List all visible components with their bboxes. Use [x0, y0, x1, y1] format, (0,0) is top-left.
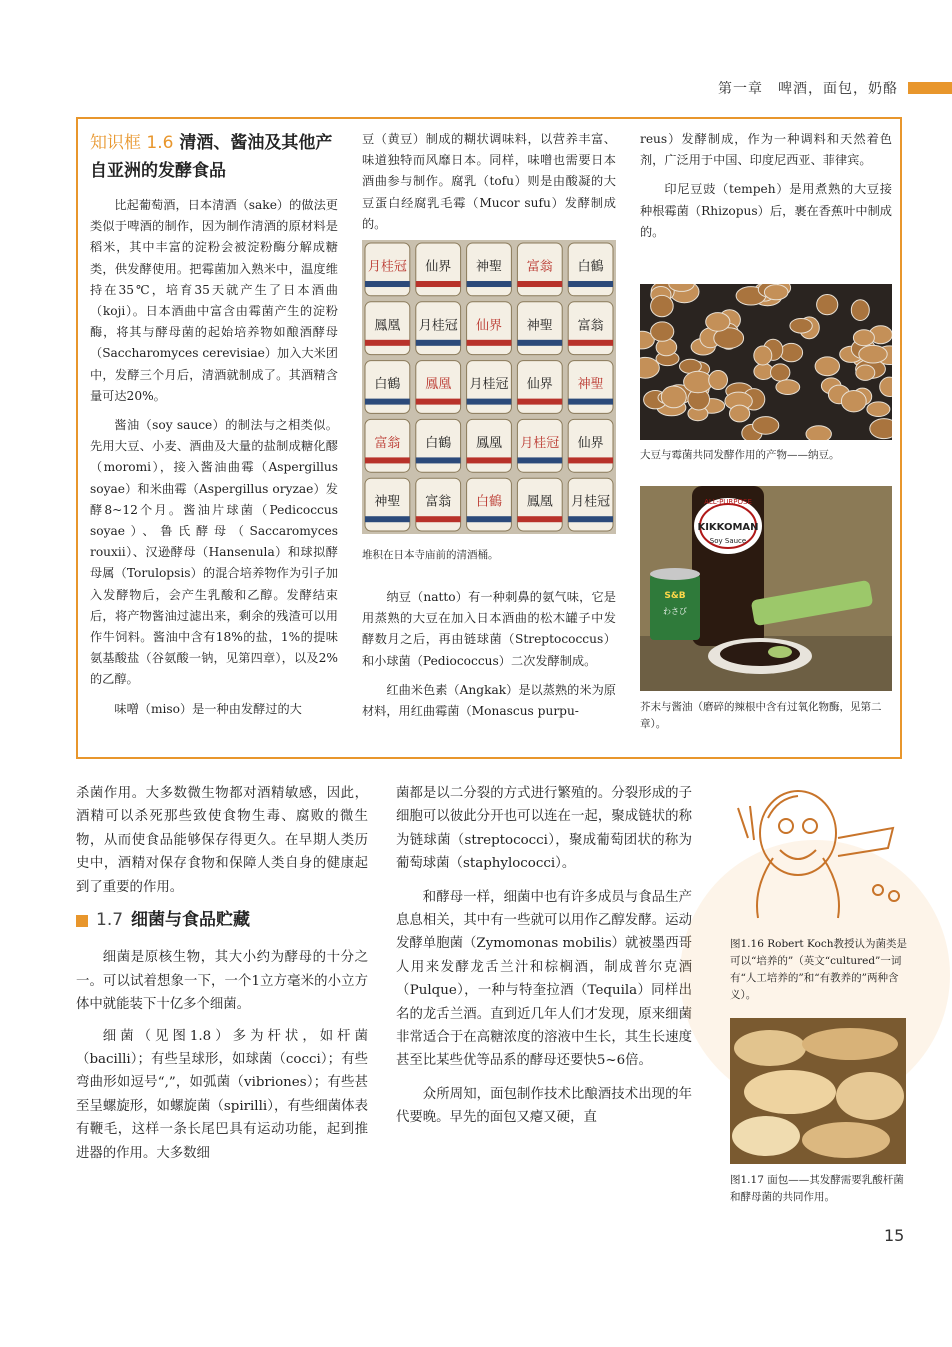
barrel-label: 白鶴 — [425, 435, 452, 451]
natto-bean — [771, 364, 790, 381]
barrel-label: 富翁 — [374, 435, 401, 451]
natto-bean — [856, 365, 875, 380]
barrel-label: 神聖 — [577, 377, 604, 393]
barrel-band — [416, 281, 461, 287]
barrel-band — [365, 399, 410, 405]
natto-bean — [790, 319, 812, 334]
box-label: 知识框 1.6 — [90, 133, 174, 153]
barrel-band — [365, 340, 410, 346]
natto-bean — [709, 371, 728, 390]
barrel-label: 鳳凰 — [425, 377, 452, 393]
chapter-title: 第一章 啤酒，面包，奶酪 — [718, 81, 898, 97]
barrel-label: 鳳凰 — [374, 318, 401, 334]
barrel-label: 仙界 — [577, 435, 604, 451]
natto-bean — [780, 343, 803, 361]
soy-wasabi-illustration — [640, 486, 892, 691]
barrel-label: 月桂冠 — [520, 435, 560, 451]
barrel-label: 神聖 — [475, 259, 503, 275]
barrel-band — [467, 457, 512, 463]
natto-bean — [859, 345, 887, 363]
natto-bean — [841, 391, 866, 412]
barrel-band — [568, 516, 613, 522]
box-column-2 — [362, 129, 616, 235]
section-heading — [76, 909, 368, 932]
barrel-band — [517, 340, 562, 346]
box-paragraph: 纳豆（natto）有一种刺鼻的氨气味，它是用蒸熟的大豆在加入日本酒曲的松木罐子中发酵数月之后，再由链球菌（Streptococcus）和小球菌（Pediococcus）二次发酵制成。 — [362, 590, 616, 668]
box-paragraph: 红曲米色素（Angkak）是以蒸熟的米为原材料，用红曲霉菌（Monascus purpu- — [362, 682, 616, 719]
barrel-band — [365, 516, 410, 522]
body-paragraph: 细菌是原核生物，其大小约为酵母的十分之一。可以试着想象一下，一个1立方毫米的小立方体中就能装下十亿多个细菌。 — [76, 950, 368, 1013]
body-paragraph: 杀菌作用。大多数微生物都对酒精敏感，因此，酒精可以杀死那些致使食物生毒、腐败的微生物，从而使食品能够保存得更久。在早期人类历史中，酒精对保存食物和保障人类自身的健康起到了重要的作用。 — [76, 786, 368, 895]
main-column-1 — [76, 782, 368, 1165]
box-paragraph: reus）发酵制成，作为一种调料和天然着色剂，广泛用于中国、印度尼西亚、菲律宾。 — [640, 132, 892, 168]
main-column-2 — [396, 782, 692, 1130]
body-paragraph: 细菌（见图1.8）多为杆状，如杆菌（bacilli）；有些呈球形，如球菌（cocci）；有些弯曲形如逗号“,”，如弧菌（vibriones）；有些甚至呈螺旋形，如螺旋菌（spirilli），有些细菌体表有鞭毛，这样一条长尾巴具有运动功能，起到推进器的作用。大多数细 — [76, 1028, 368, 1161]
section-number: 1.7 — [96, 910, 124, 931]
barrel-band — [517, 516, 562, 522]
barrel-label: 神聖 — [374, 494, 401, 510]
barrel-label: 富翁 — [425, 494, 452, 510]
barrel-label: 仙界 — [425, 259, 452, 275]
box-paragraph: 印尼豆豉（tempeh）是用煮熟的大豆接种根霉菌（Rhizopus）后，裹在香蕉叶中制成的。 — [640, 182, 892, 239]
sake-barrels-illustration — [362, 240, 616, 534]
can-brand: S&B — [664, 591, 686, 601]
natto-bean — [661, 386, 686, 408]
box-column-3 — [640, 129, 892, 243]
natto-bean — [815, 357, 839, 376]
barrel-band — [568, 281, 613, 287]
natto-bean — [817, 295, 838, 315]
sake-caption: 堆积在日本寺庙前的清酒桶。 — [362, 549, 499, 561]
box-title-text: 清酒、酱油及其他产自亚洲的发酵食品 — [90, 133, 333, 181]
natto-bean — [764, 285, 788, 300]
barrel-label: 仙界 — [526, 377, 553, 393]
barrel-label: 白鶴 — [577, 259, 604, 275]
barrel-band — [568, 457, 613, 463]
natto-bean — [754, 346, 772, 365]
natto-bean — [853, 330, 874, 346]
barrel-label: 富翁 — [577, 318, 604, 334]
body-paragraph: 和酵母一样，细菌中也有许多成员与食品生产息息相关，其中有一些就可以用作乙醇发酵。运动发酵单胞菌（Zymomonas mobilis）就被墨西哥人用来发酵龙舌兰汁和棕榈酒，制成普尔克酒（Pulque），一种与特奎拉酒（Tequila）同样出名的龙舌兰酒。直到近几年人们才发现，原来细菌非常适合于在高糖浓度的溶液中生长，其生长速度甚至比某些优等品系的酵母还要快5~6倍。 — [396, 889, 692, 1069]
barrel-label: 月桂冠 — [571, 494, 611, 510]
box-paragraph: 豆（黄豆）制成的糊状调味料，以营养丰富、味道独特而风靡日本。同样，味噌也需要日本酒曲参与制作。腐乳（tofu）则是由酸凝的大豆蛋白经腐乳毛霉（Mucor sufu）发酵制成的。 — [362, 132, 616, 231]
barrel-band — [416, 457, 461, 463]
natto-bean — [753, 417, 779, 435]
barrel-label: 白鶴 — [475, 494, 503, 510]
barrel-label: 月桂冠 — [367, 259, 407, 275]
box-paragraph: 比起葡萄酒，日本清酒（sake）的做法更类似于啤酒的制作，因为制作清酒的原材料是稻米，其中丰富的淀粉会被淀粉酶分解成糖类，供发酵使用。把霉菌加入熟米中，温度维持在35℃，培育35天就产生了日本酒曲（koji）。日本酒曲中富含由霉菌产生的淀粉酶，将其与酵母菌的起始培养物如酿酒酵母（Saccharomyces cerevisiae）加入大米团中，发酵三个月后，清酒就制成了。其酒精含量可达20%。 — [90, 198, 338, 403]
box-title — [90, 129, 338, 185]
barrel-label: 鳳凰 — [475, 435, 503, 451]
barrel-label: 月桂冠 — [418, 318, 458, 334]
bread-illustration — [730, 1018, 906, 1164]
natto-bean — [730, 405, 750, 422]
natto-bean — [867, 402, 890, 417]
barrel-band — [365, 457, 410, 463]
can-label: わさび — [663, 607, 687, 616]
barrel-band — [517, 457, 562, 463]
natto-photo — [640, 284, 892, 440]
barrel-band — [467, 340, 512, 346]
natto-bean — [851, 300, 869, 321]
barrel-band — [568, 340, 613, 346]
barrel-band — [416, 516, 461, 522]
barrel-label: 白鶴 — [374, 377, 401, 393]
box-paragraph: 酱油（soy sauce）的制法与之相类似。先用大豆、小麦、酒曲及大量的盐制成糖化醪（moromi），接入酱油曲霉（Aspergillus soyae）和米曲霉（Aspergillus oryzae）发酵8~12个月。酱油片球菌（Pedicoccus soyae）、鲁氏酵母（Saccaromyces rouxii）、汉逊酵母（Hansenula）和球拟酵母属（Torulopsis）的混合培养物作为引子加入发酵物后，会产生乳酸和乙醇。发酵结束后，将产物酱油过滤出来，剩余的残渣可以用作牛饲料。酱油中含有18%的盐，1%的提味氨基酸盐（谷氨酸一钠，见第四章），以及2%的乙醇。 — [90, 418, 338, 687]
barrel-band — [517, 281, 562, 287]
barrel-label: 神聖 — [526, 318, 553, 334]
box-paragraph: 味噌（miso）是一种由发酵过的大 — [114, 701, 302, 716]
barrel-band — [467, 399, 512, 405]
body-paragraph: 众所周知，面包制作技术比酿酒技术出现的年代要晚。早先的面包又瘪又硬，直 — [396, 1086, 692, 1126]
sake-barrels-photo — [362, 240, 616, 534]
barrel-band — [365, 281, 410, 287]
barrel-band — [568, 399, 613, 405]
fig116-caption: 图1.16 Robert Koch教授认为菌类是可以“培养的”（英文“cultured”一词有“人工培养的”和“有教养的”两种含义）。 — [730, 938, 907, 1001]
natto-caption: 大豆与霉菌共同发酵作用的产物——纳豆。 — [640, 449, 840, 461]
barrel-label: 鳳凰 — [526, 494, 553, 510]
soy-wasabi-photo — [640, 486, 892, 691]
bottle-sub: Soy Sauce — [709, 537, 747, 545]
natto-bean — [806, 426, 831, 440]
natto-bean — [706, 313, 730, 332]
natto-bean — [651, 322, 674, 341]
knowledge-box — [76, 117, 902, 759]
barrel-band — [467, 516, 512, 522]
natto-bean — [776, 380, 800, 395]
natto-bean — [684, 371, 713, 393]
page-number: 15 — [884, 1226, 905, 1245]
bread-photo — [730, 1018, 906, 1164]
natto-beans-illustration — [640, 284, 892, 440]
running-header — [700, 76, 952, 98]
box-column-2-bottom — [362, 587, 616, 722]
bottle-brand: KIKKOMAN — [697, 522, 759, 533]
natto-bean — [651, 295, 674, 316]
barrel-band — [416, 340, 461, 346]
section-marker — [76, 915, 88, 927]
koch-cartoon — [728, 778, 908, 930]
barrel-band — [517, 399, 562, 405]
soy-caption: 芥末与酱油（磨碎的辣根中含有过氧化物酶，见第二章）。 — [640, 701, 882, 730]
barrel-label: 月桂冠 — [469, 377, 509, 393]
barrel-label: 富翁 — [526, 259, 553, 275]
koch-cartoon-illustration — [728, 778, 908, 930]
fig117-caption: 图1.17 面包——其发酵需要乳酸杆菌和酵母菌的共同作用。 — [730, 1174, 904, 1203]
bottle-label-top: ALL-PURPOSE — [704, 498, 752, 506]
barrel-label: 仙界 — [475, 318, 503, 334]
body-paragraph: 菌都是以二分裂的方式进行繁殖的。分裂形成的子细胞可以彼此分开也可以连在一起，聚成链状的称为链球菌（streptococci），聚成葡萄团状的称为葡萄球菌（staphylococci）。 — [396, 786, 692, 872]
box-column-1 — [90, 129, 338, 720]
barrel-band — [416, 399, 461, 405]
natto-bean — [870, 419, 892, 439]
section-title: 细菌与食品贮藏 — [131, 910, 251, 931]
header-accent-bar — [908, 82, 952, 94]
barrel-band — [467, 281, 512, 287]
